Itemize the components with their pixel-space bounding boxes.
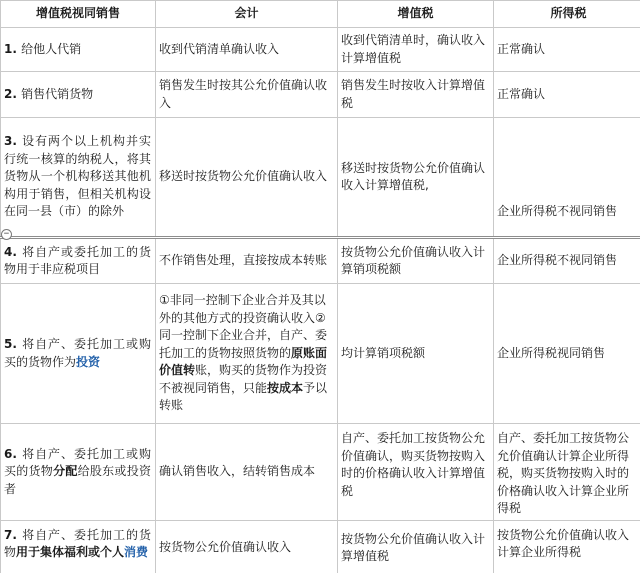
table-cell[interactable]: 移送时按货物公允价值确认收入计算增值税, (338, 118, 494, 238)
table-cell[interactable]: 销售发生时按收入计算增值税 (338, 72, 494, 118)
table-row (1, 520, 640, 573)
table-cell[interactable]: 按货物公允价值确认收入计算销项税额 (338, 238, 494, 284)
table-cell[interactable] (156, 284, 338, 424)
table-row (1, 284, 640, 424)
highlight-text: 消费 (124, 545, 149, 559)
table-cell[interactable]: 按货物公允价值确认收入计算增值税 (338, 520, 494, 573)
header-cell-vat[interactable]: 增值税 (338, 1, 494, 28)
highlight-text: 按成本 (267, 380, 304, 395)
cell-text: 销售代销货物 (21, 86, 94, 101)
cell-text: 将自产、委托加工的货物 (4, 527, 151, 559)
cell-text: 账，购买的货物作为投资不被视同销售，只能 (159, 363, 328, 395)
row-number: 7. (4, 527, 23, 542)
cell-text: ①非同一控制下企业合并及其以外的其他方式的投资确认收入②同一控制下企业合并，自产、委托加工的货物按照货物的 (159, 293, 328, 360)
table-cell[interactable]: 按货物公允价值确认收入 (156, 520, 338, 573)
table-cell[interactable] (1, 284, 156, 424)
table-cell[interactable]: 自产、委托加工按货物公允价值确认，购买货物按购入时的价格确认收入计算增值税 (338, 424, 494, 521)
header-row (1, 1, 640, 28)
cell-text: 将自产或委托加工的货物用于非应税项目 (4, 244, 151, 276)
table-cell[interactable] (1, 72, 156, 118)
row-number: 6. (4, 446, 23, 461)
table-cell[interactable]: 企业所得税视同销售 (494, 284, 640, 424)
table-cell[interactable]: 按货物公允价值确认收入计算企业所得税 (494, 520, 640, 573)
outline-collapse-icon[interactable]: − (1, 229, 12, 240)
table-cell[interactable] (1, 520, 156, 573)
highlight-text: 用于集体福利或个人 (16, 545, 125, 559)
table-cell[interactable]: 收到代销清单确认收入 (156, 28, 338, 72)
row-number: 4. (4, 244, 23, 259)
highlight-text: 原账面价值转 (159, 345, 328, 378)
cell-text: 设有两个以上机构并实行统一核算的纳税人，将其货物从一个机构移送其他机构用于销售，但相关机构设在同一县（市）的除外 (4, 134, 151, 219)
row-number: 5. (4, 337, 23, 351)
cell-text: 将自产、委托加工或购买的货物作为 (4, 337, 151, 369)
cell-text: 给他人代销 (21, 41, 82, 56)
table-cell[interactable]: 销售发生时按其公允价值确认收入 (156, 72, 338, 118)
cell-text: 予以转账 (159, 380, 328, 413)
header-cell-accounting[interactable]: 会计 (156, 1, 338, 28)
table-cell[interactable]: 企业所得税不视同销售 (494, 118, 640, 238)
highlight-text: 分配 (53, 464, 78, 478)
table-row (1, 238, 640, 284)
table-row (1, 72, 640, 118)
table-row (1, 424, 640, 521)
table-row (1, 28, 640, 72)
header-cell-deemed-sales[interactable]: 增值税视同销售 (1, 1, 156, 28)
cell-text: 给股东或投资者 (4, 464, 151, 496)
row-number: 2. (4, 86, 22, 101)
row-number: 3. (4, 134, 23, 149)
table-cell[interactable]: 收到代销清单时，确认收入计算增值税 (338, 28, 494, 72)
table-cell[interactable] (1, 238, 156, 284)
table-cell[interactable] (1, 118, 156, 238)
table-cell[interactable] (1, 28, 156, 72)
table-row (1, 118, 640, 238)
highlight-text: 投资 (76, 354, 101, 369)
table-cell[interactable]: 企业所得税不视同销售 (494, 238, 640, 284)
table-cell[interactable] (1, 424, 156, 521)
table-cell[interactable]: 均计算销项税额 (338, 284, 494, 424)
table-cell[interactable]: 不作销售处理，直接按成本转账 (156, 238, 338, 284)
table-cell[interactable]: 正常确认 (494, 28, 640, 72)
cell-text: 将自产、委托加工或购买的货物 (4, 446, 151, 478)
table-cell[interactable]: 自产、委托加工按货物公允价值确认计算企业所得税，购买货物按购入时的价格确认收入计算企业所得税 (494, 424, 640, 521)
table-cell[interactable]: 正常确认 (494, 72, 640, 118)
table-cell[interactable]: 确认销售收入，结转销售成本 (156, 424, 338, 521)
row-number: 1. (4, 41, 22, 56)
table-cell[interactable]: 移送时按货物公允价值确认收入 (156, 118, 338, 238)
header-cell-income-tax[interactable]: 所得税 (494, 1, 640, 28)
